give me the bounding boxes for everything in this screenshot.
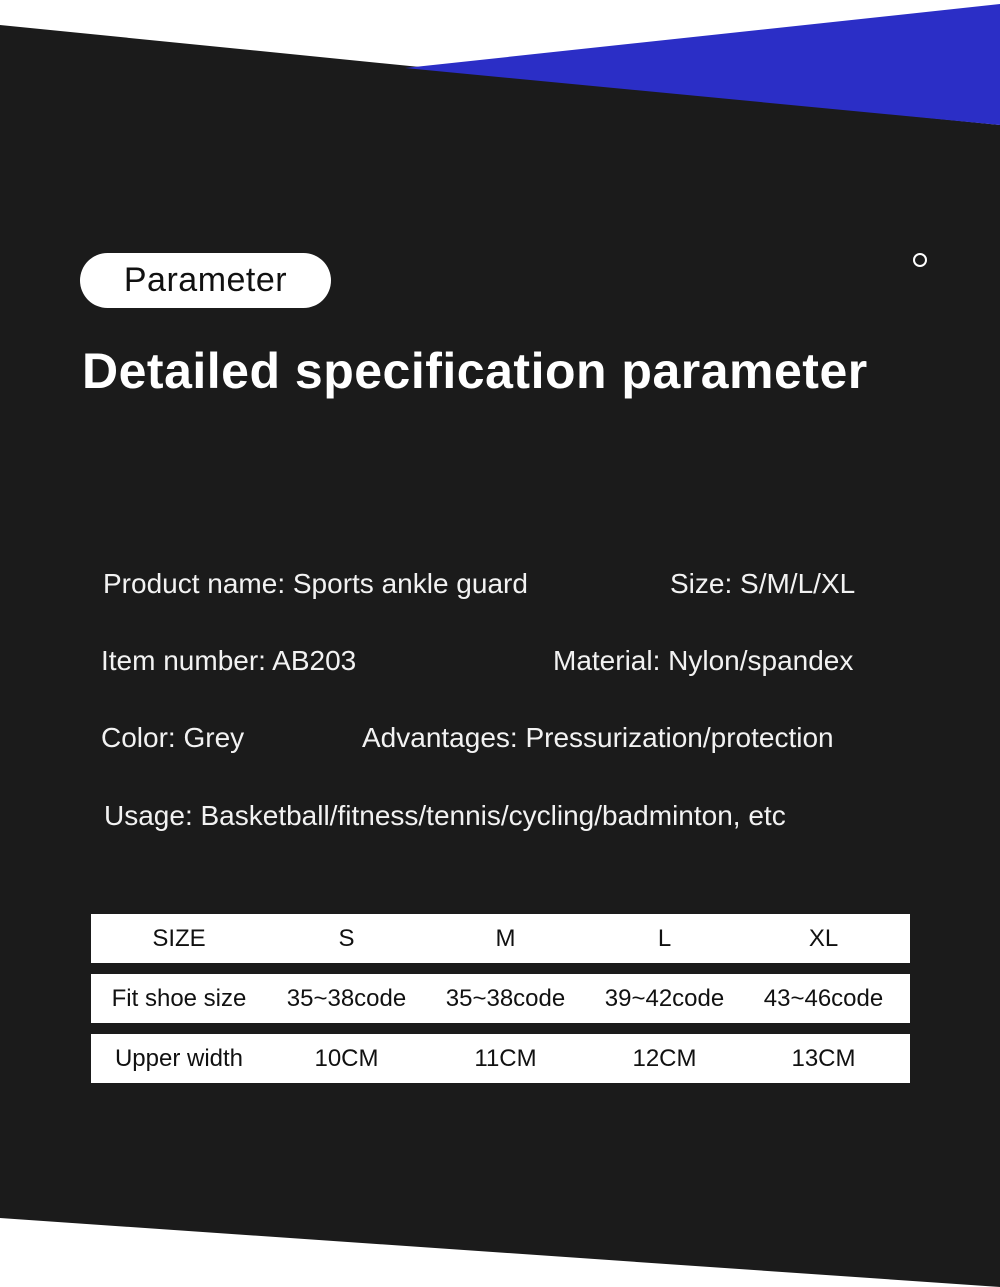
spec-product-name: Product name: Sports ankle guard: [103, 568, 528, 599]
table-row-label: Upper width: [114, 1044, 244, 1072]
table-row-upper-width: [91, 1034, 910, 1083]
table-cell: 11CM: [474, 1044, 537, 1072]
table-header-cell: L: [657, 924, 672, 952]
table-header-cell: M: [495, 924, 516, 952]
table-header-cell: XL: [808, 924, 839, 952]
spec-item-number: Item number: AB203: [101, 645, 357, 676]
table-header-cell: S: [338, 924, 355, 952]
table-cell: 12CM: [632, 1044, 697, 1072]
table-cell: 13CM: [791, 1044, 856, 1072]
spec-color: Color: Grey: [101, 722, 245, 753]
spec-usage: Usage: Basketball/fitness/tennis/cycling/badminton, etc: [104, 800, 786, 831]
table-row-fit-shoe-size: [91, 974, 910, 1023]
page-title: Detailed specification parameter: [82, 343, 868, 399]
circle-icon: [913, 253, 927, 267]
table-cell: 39~42code: [604, 984, 725, 1012]
table-row-label: Fit shoe size: [111, 984, 247, 1012]
table-cell: 35~38code: [286, 984, 407, 1012]
parameter-badge-label: Parameter: [123, 261, 288, 299]
table-cell: 10CM: [314, 1044, 379, 1072]
table-cell: 35~38code: [445, 984, 566, 1012]
size-table-header-row: [91, 914, 910, 963]
spec-material: Material: Nylon/spandex: [553, 645, 854, 676]
spec-advantages: Advantages: Pressurization/protection: [362, 722, 834, 753]
table-header-cell: SIZE: [152, 924, 206, 952]
parameter-badge: [80, 253, 331, 308]
spec-size: Size: S/M/L/XL: [670, 568, 856, 599]
table-cell: 43~46code: [763, 984, 884, 1012]
